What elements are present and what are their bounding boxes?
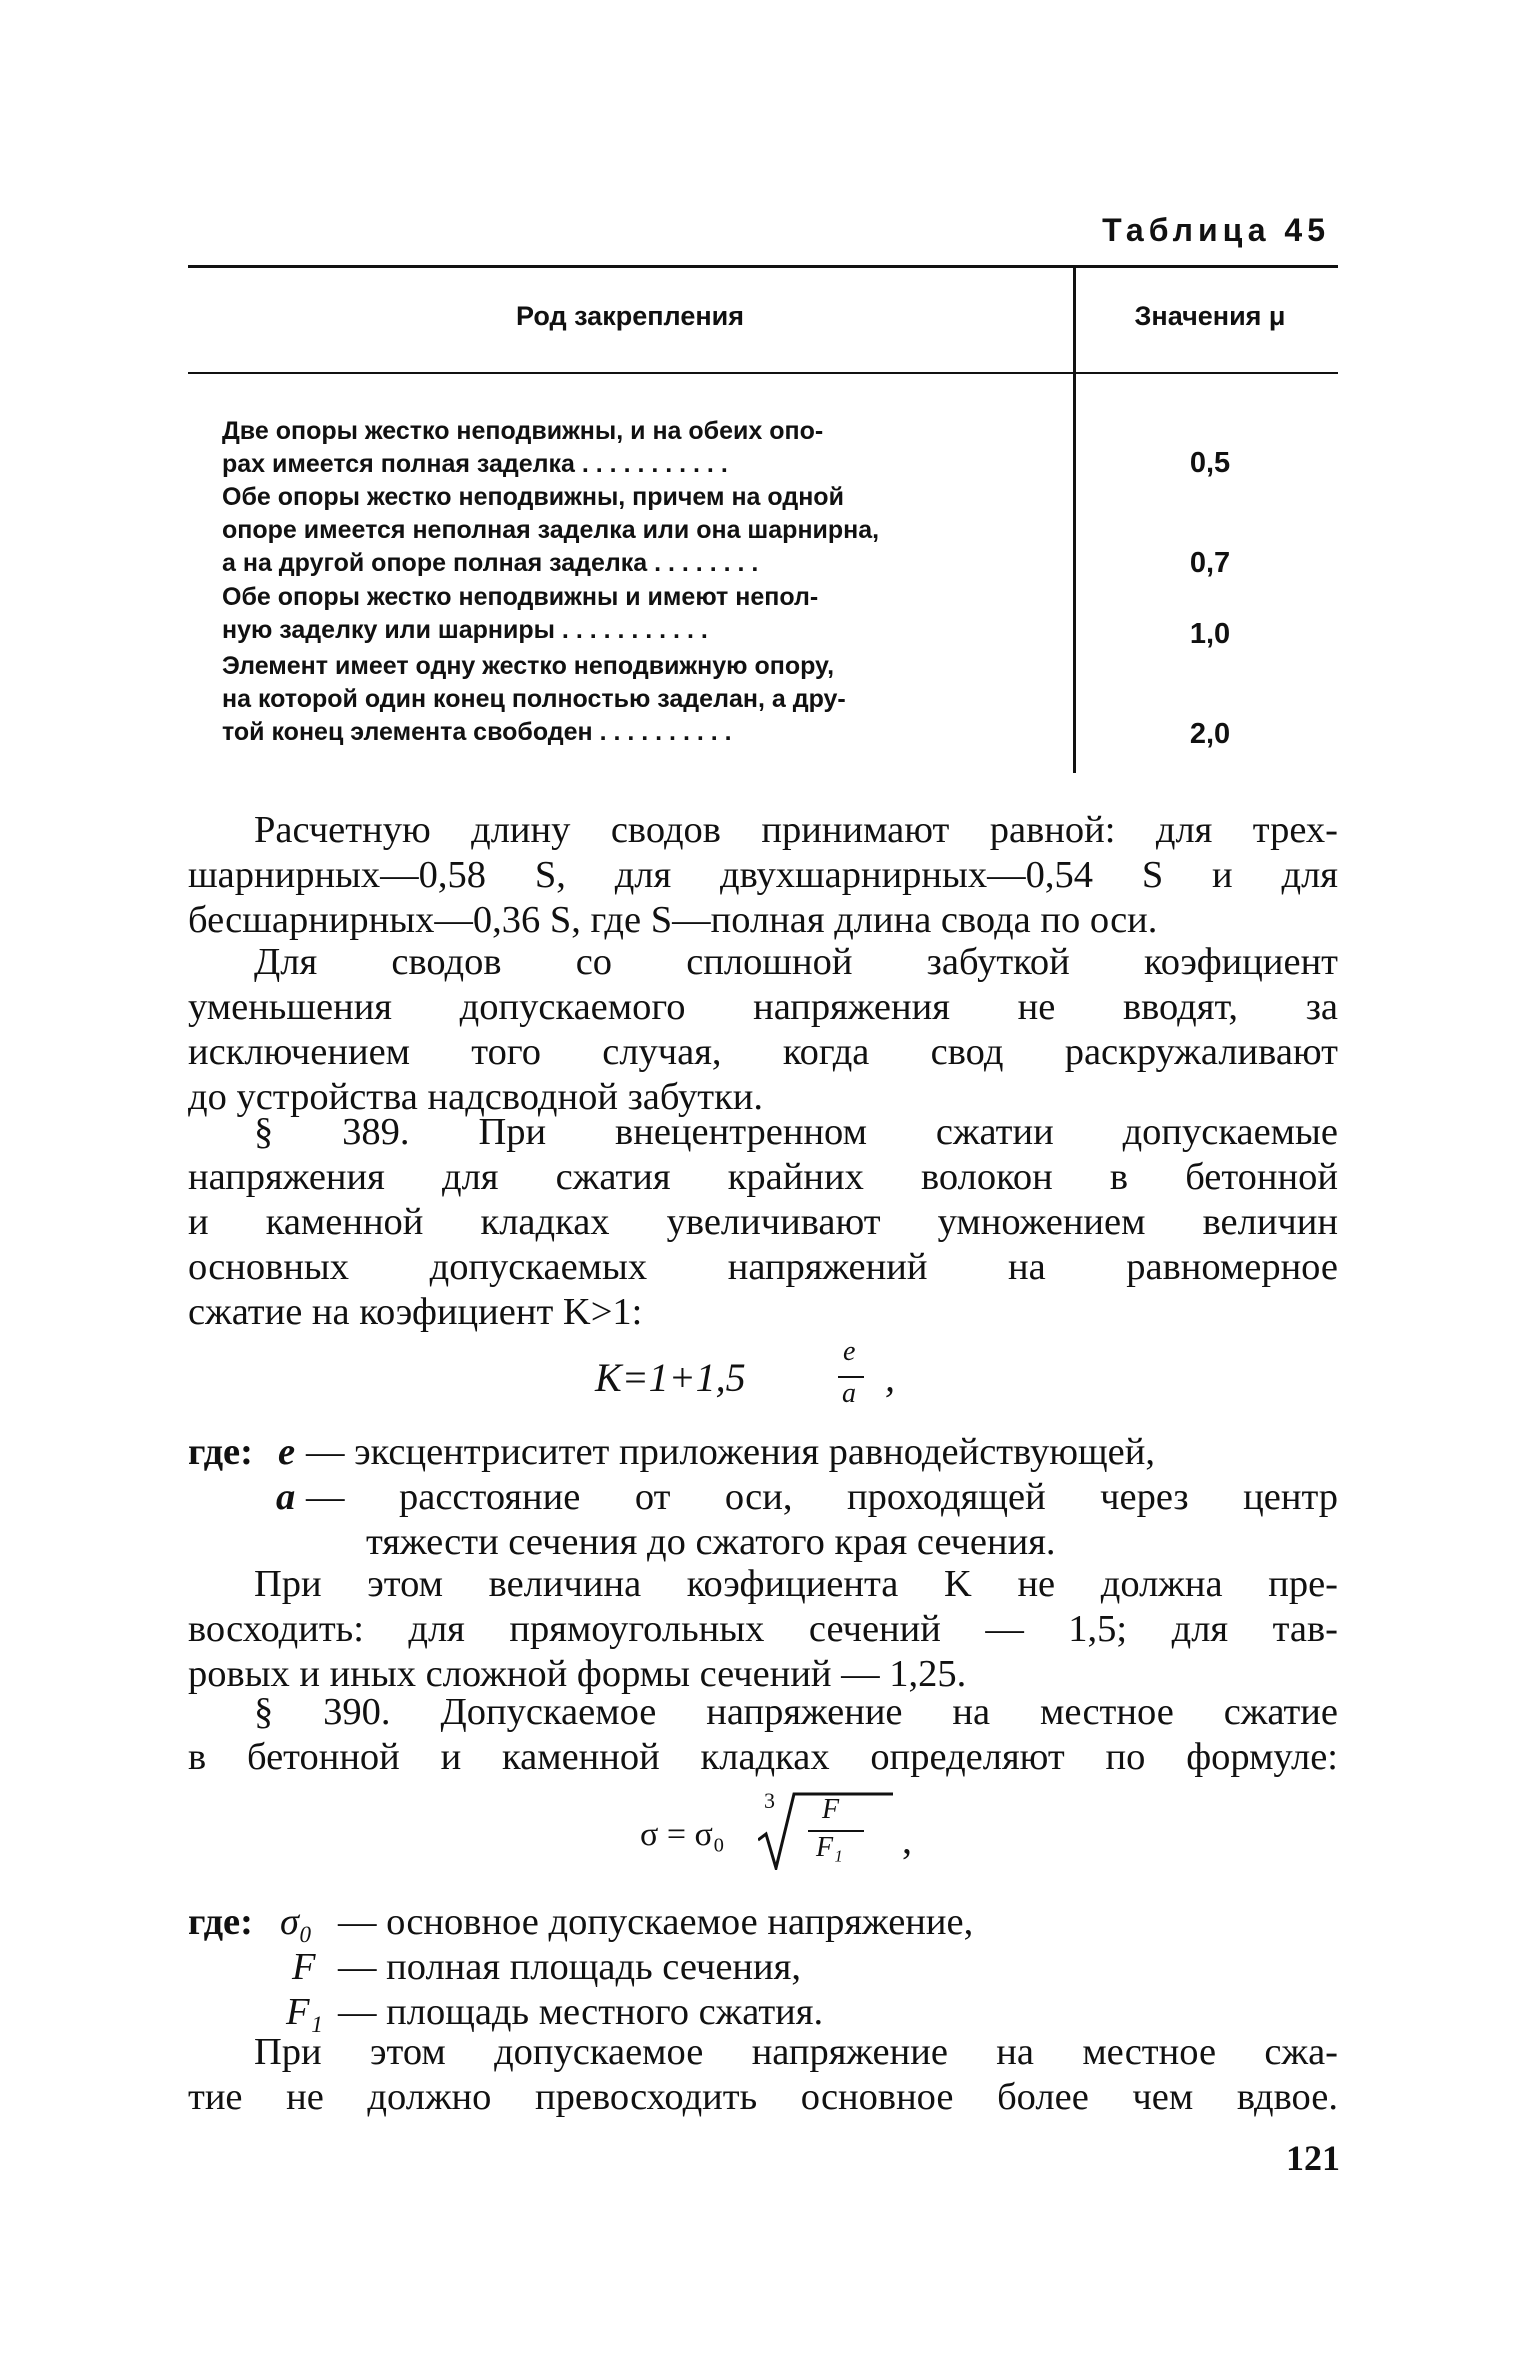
text-line: § 389. При внецентренном сжатии допускаемые (254, 1111, 1338, 1153)
row-text-line: на которой один конец полностью заделан, а дру- (222, 685, 846, 713)
text-line: сжатие на коэфициент K>1: (188, 1291, 643, 1333)
row-text-line: Обе опоры жестко неподвижны, причем на одной (222, 483, 844, 511)
root-index: 3 (764, 1788, 775, 1813)
formula-k (595, 1336, 955, 1422)
text-line: исключением того случая, когда свод раскружаливают (188, 1031, 1338, 1073)
formula-sigma-tail: , (902, 1817, 912, 1862)
paragraph-section-389 (188, 1110, 1338, 1335)
table-top-rule (188, 265, 1338, 268)
paragraph-local-stress-limit (188, 2030, 1338, 2120)
definition-a: — расстояние от оси, проходящей через центр (306, 1476, 1338, 1518)
table-title: Таблица 45 (1102, 212, 1330, 248)
symbol-f1: F₁ (286, 1991, 323, 2033)
table-value: 1,0 (1189, 618, 1231, 650)
definition-f: — полная площадь сечения, (338, 1946, 801, 1988)
text-line: тие не должно превосходить основное более чем вдвое. (188, 2076, 1338, 2118)
formula-sigma-denominator: F₁ (816, 1832, 843, 1863)
table-header-rule (188, 372, 1338, 374)
table-column-divider (1073, 268, 1076, 773)
text-line: бесшарнирных—0,36 S, где S—полная длина свода по оси. (188, 899, 1158, 941)
text-line: и каменной кладках увеличивают умножением величин (188, 1201, 1338, 1243)
text-line: При этом величина коэфициента K не должна пре- (254, 1563, 1338, 1605)
table-value: 0,5 (1189, 447, 1231, 479)
text-line: § 390. Допускаемое напряжение на местное сжатие (254, 1691, 1338, 1733)
formula-sigma (640, 1788, 970, 1898)
symbol-a: a (276, 1476, 296, 1518)
row-text-line: опоре имеется неполная заделка или она шарнирна, (222, 516, 880, 544)
table-row (222, 650, 1064, 749)
definition-e: — эксцентриситет приложения равнодействующей, (306, 1431, 1155, 1473)
table-value: 2,0 (1189, 718, 1231, 750)
formula-k-lhs: K=1+1,5 (595, 1355, 746, 1400)
formula-sigma-lhs: σ = σ₀ (640, 1816, 725, 1853)
row-text-line: той конец элемента свободен . . . . . . . . . . (222, 718, 732, 746)
formula-k-numerator: e (843, 1336, 856, 1367)
page-number: 121 (1286, 2138, 1340, 2178)
row-text-line: Две опоры жестко неподвижны, и на обеих опо- (222, 417, 824, 445)
text-line: восходить: для прямоугольных сечений — 1,5; для тав- (188, 1608, 1338, 1650)
row-text-line: Элемент имеет одну жестко неподвижную опору, (222, 652, 835, 680)
text-line: напряжения для сжатия крайних волокон в бетонной (188, 1156, 1338, 1198)
table-row (222, 581, 1064, 647)
formula-k-tail: , (885, 1355, 895, 1400)
where-label: где: (188, 1901, 253, 1943)
formula-sigma-numerator: F (822, 1794, 840, 1825)
text-line: уменьшения допускаемого напряжения не вводят, за (188, 986, 1338, 1028)
definition-f1: — площадь местного сжатия. (338, 1991, 824, 2033)
table-row (222, 481, 1064, 580)
symbol-sigma0: σ₀ (280, 1901, 313, 1943)
table-value: 0,7 (1189, 547, 1231, 579)
table-row (222, 415, 1064, 481)
paragraph-section-390 (188, 1690, 1338, 1780)
paragraph-backfill (188, 940, 1338, 1120)
row-text-line: ную заделку или шарниры . . . . . . . . . . . (222, 616, 708, 644)
formula-k-denominator: a (842, 1378, 856, 1409)
symbol-e: e (278, 1431, 296, 1473)
text-line: Для сводов со сплошной забуткой коэфициент (254, 941, 1338, 983)
definition-a-cont: тяжести сечения до сжатого края сечения. (366, 1521, 1056, 1563)
text-line: При этом допускаемое напряжение на местное сжа- (254, 2031, 1338, 2073)
paragraph-k-limits (188, 1562, 1338, 1697)
text-line: Расчетную длину сводов принимают равной: для трех- (254, 809, 1338, 851)
table-header-values: Значения μ (1134, 301, 1286, 331)
text-line: в бетонной и каменной кладках определяют по формуле: (188, 1736, 1338, 1778)
where-label: где: (188, 1431, 253, 1473)
symbol-f: F (292, 1946, 316, 1988)
text-line: основных допускаемых напряжений на равномерное (188, 1246, 1338, 1288)
definitions-sigma (188, 1900, 1338, 2040)
row-text-line: Обе опоры жестко неподвижны и имеют непол- (222, 583, 819, 611)
row-text-line: рах имеется полная заделка . . . . . . . . . . . (222, 450, 728, 478)
definitions-k (188, 1430, 1338, 1570)
text-line: до устройства надсводной забутки. (188, 1076, 764, 1118)
text-line: шарнирных—0,58 S, для двухшарнирных—0,54 S и для (188, 854, 1338, 896)
paragraph-design-length (188, 808, 1338, 943)
definition-sigma0: — основное допускаемое напряжение, (338, 1901, 974, 1943)
table-header-fixing: Род закрепления (516, 301, 744, 331)
text-line: ровых и иных сложной формы сечений — 1,25. (188, 1653, 967, 1695)
row-text-line: а на другой опоре полная заделка . . . . . . . . (222, 549, 759, 577)
